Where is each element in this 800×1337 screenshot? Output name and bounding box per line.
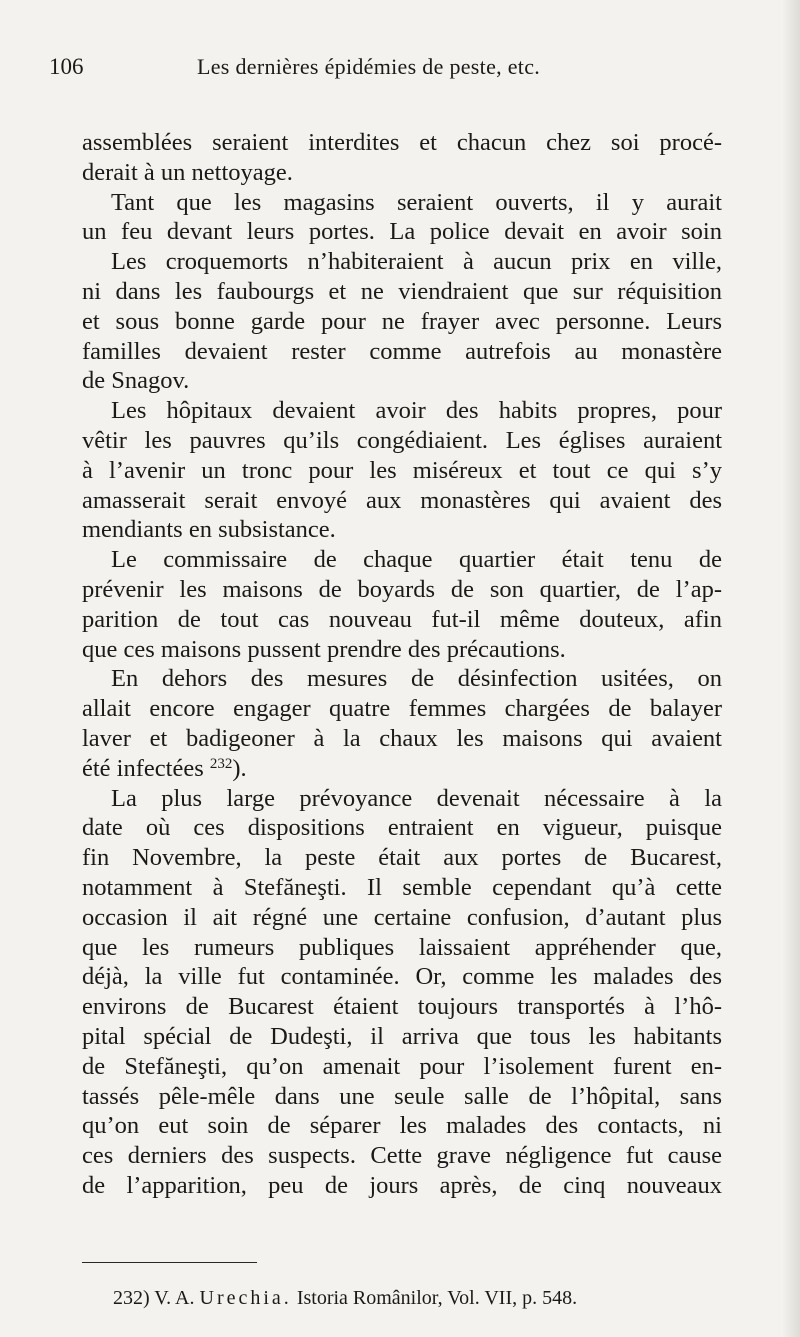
footnote-divider <box>82 1262 257 1263</box>
text-line: vêtir les pauvres qu’ils congédiaient. Les églises auraient <box>82 426 722 454</box>
text-line: familles devaient rester comme autrefois au monastère <box>82 337 722 365</box>
text-line: Tant que les magasins seraient ouverts, il y aurait <box>111 188 722 216</box>
text-line: derait à un nettoyage. <box>82 158 293 186</box>
text-line: ni dans les faubourgs et ne viendraient que sur réquisition <box>82 277 722 305</box>
text-line: un feu devant leurs portes. La police devait en avoir soin <box>82 218 722 246</box>
text-line: environs de Bucarest étaient toujours transportés à l’hô- <box>82 993 722 1021</box>
text-line: fin Novembre, la peste était aux portes de Bucarest, <box>82 844 722 872</box>
text-line: pital spécial de Dudeşti, il arriva que tous les habitants <box>82 1022 722 1050</box>
page-edge-shadow <box>782 0 800 1337</box>
text-line: de Snagov. <box>82 367 190 395</box>
text-fragment: été infectées <box>82 754 204 782</box>
text-line: date où ces dispositions entraient en vigueur, puisque <box>82 814 722 842</box>
footnote-citation: Istoria Românilor, Vol. VII, p. 548. <box>296 1287 578 1309</box>
footnote-reference-close: ). <box>232 754 247 782</box>
footnote-author: Urechia. <box>199 1287 292 1309</box>
text-line: de l’apparition, peu de jours après, de cinq nouveaux <box>82 1171 722 1199</box>
text-line: ces derniers des suspects. Cette grave négligence fut cause <box>82 1142 722 1170</box>
text-line: allait encore engager quatre femmes chargées de balayer <box>82 695 722 723</box>
text-line: parition de tout cas nouveau fut-il même douteux, afin <box>82 605 722 633</box>
text-line: occasion il ait régné une certaine confusion, d’autant plus <box>82 903 722 931</box>
footnote <box>113 1284 577 1312</box>
text-line: qu’on eut soin de séparer les malades des contacts, ni <box>82 1112 722 1140</box>
text-line: notamment à Stefăneşti. Il semble cependant qu’à cette <box>82 873 722 901</box>
footnote-marker: 232) V. A. <box>113 1287 195 1309</box>
text-line: et sous bonne garde pour ne frayer avec personne. Leurs <box>82 307 722 335</box>
text-line: laver et badigeoner à la chaux les maisons qui avaient <box>82 724 722 752</box>
text-line: Les croquemorts n’habiteraient à aucun prix en ville, <box>111 248 722 276</box>
text-line: prévenir les maisons de boyards de son quartier, de l’ap- <box>82 575 722 603</box>
text-line: mendiants en subsistance. <box>82 516 336 544</box>
text-line: La plus large prévoyance devenait nécessaire à la <box>111 784 722 812</box>
text-line-with-footnote <box>82 754 722 784</box>
text-line: Les hôpitaux devaient avoir des habits propres, pour <box>111 397 722 425</box>
page-number: 106 <box>49 54 84 79</box>
text-line: Le commissaire de chaque quartier était tenu de <box>111 546 722 574</box>
text-line: que les rumeurs publiques laissaient appréhender que, <box>82 933 722 961</box>
text-line: tassés pêle-mêle dans une seule salle de l’hôpital, sans <box>82 1082 722 1110</box>
text-line: déjà, la ville fut contaminée. Or, comme les malades des <box>82 963 722 991</box>
text-line: à l’avenir un tronc pour les miséreux et tout ce qui s’y <box>82 456 722 484</box>
text-line: que ces maisons pussent prendre des précautions. <box>82 635 566 663</box>
footnote-reference: 232 <box>209 755 233 772</box>
running-title: Les dernières épidémies de peste, etc. <box>197 54 541 79</box>
running-head <box>49 50 729 84</box>
body-text <box>82 128 722 1201</box>
text-line: de Stefăneşti, qu’on amenait pour l’isolement furent en- <box>82 1052 722 1080</box>
text-line: En dehors des mesures de désinfection usitées, on <box>111 665 722 693</box>
text-line: assemblées seraient interdites et chacun chez soi procé- <box>82 129 722 156</box>
text-line: amasserait serait envoyé aux monastères qui avaient des <box>82 486 722 514</box>
